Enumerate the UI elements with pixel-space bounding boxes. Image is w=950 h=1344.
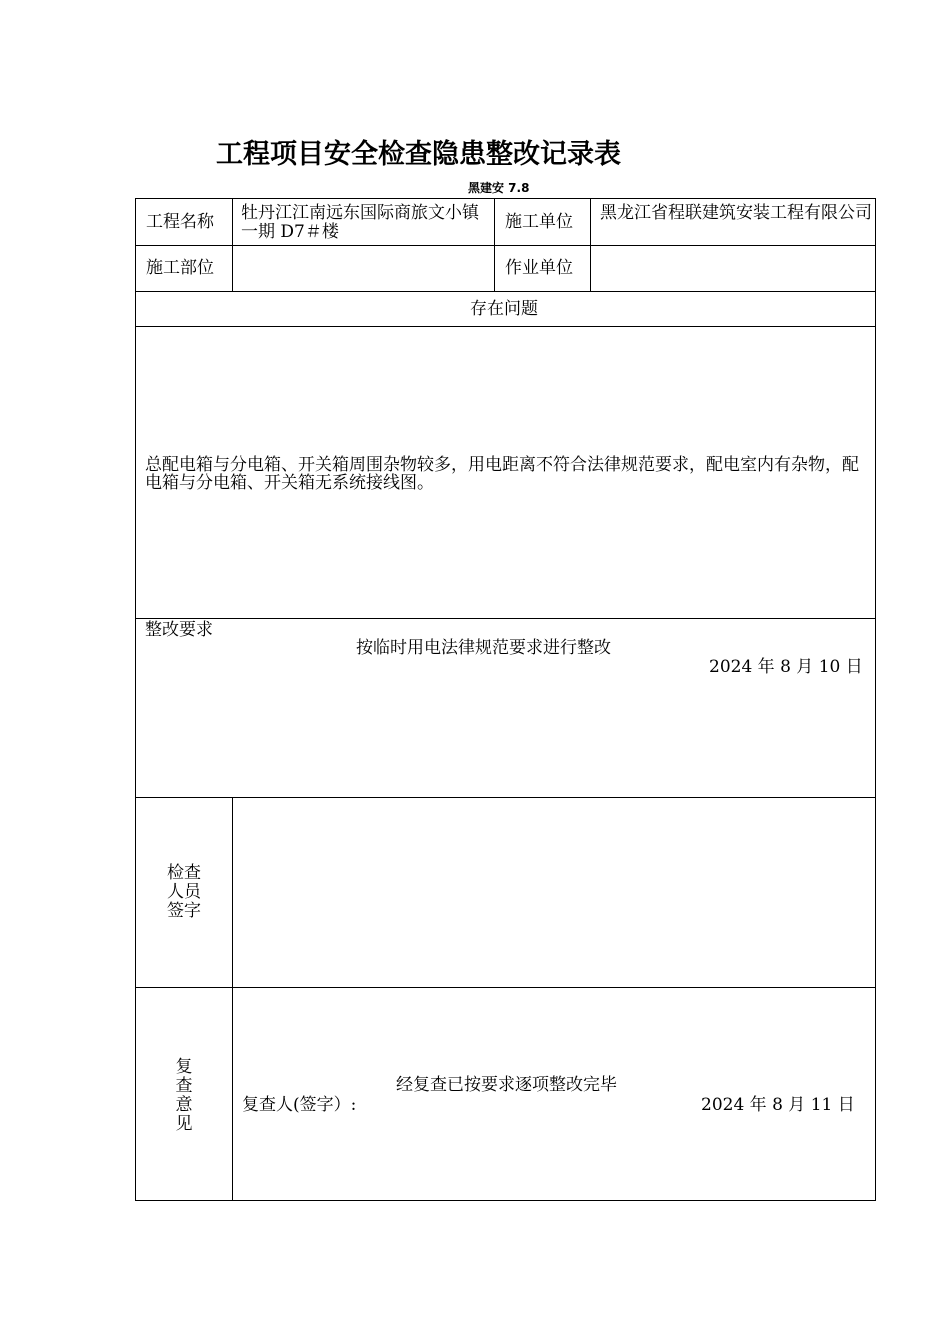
- inspector-label-line: 检查: [167, 863, 201, 883]
- form-number: 黑建安 7.8: [468, 181, 530, 195]
- issues-content: 总配电箱与分电箱、开关箱周围杂物较多，用电距离不符合法律规范要求，配电室内有杂物，配电箱与分电箱、开关箱无系统接线图。: [145, 455, 859, 493]
- review-date: 2024 年 8 月 11 日: [701, 1095, 855, 1115]
- reviewer-signature-label: 复查人(签字）:: [242, 1095, 357, 1115]
- page-title: 工程项目安全检查隐患整改记录表: [216, 139, 621, 170]
- rectification-label: 整改要求: [145, 620, 213, 640]
- review-content: 经复查已按要求逐项整改完毕: [396, 1075, 617, 1095]
- inspector-label-line: 签字: [167, 901, 201, 921]
- review-label-line: 见: [175, 1114, 193, 1134]
- rectification-content: 按临时用电法律规范要求进行整改: [356, 638, 611, 658]
- contractor-value: 黑龙江省程联建筑安装工程有限公司: [600, 203, 872, 223]
- inspector-signature-label: [164, 864, 204, 921]
- column-divider: [494, 198, 495, 291]
- row-divider: [135, 987, 876, 988]
- inspector-label-line: 人员: [167, 882, 201, 902]
- review-opinion-label: [164, 1058, 204, 1134]
- row-divider: [135, 797, 876, 798]
- project-name-value: 牡丹江江南远东国际商旅文小镇一期 D7＃楼: [241, 203, 479, 242]
- column-divider: [590, 198, 591, 291]
- row-divider: [135, 618, 876, 619]
- issues-header: 存在问题: [470, 299, 538, 319]
- contractor-label: 施工单位: [505, 212, 573, 232]
- construction-location-label: 施工部位: [146, 258, 214, 278]
- project-name-label: 工程名称: [146, 212, 214, 232]
- review-label-line: 意: [175, 1095, 193, 1115]
- row-divider: [135, 326, 876, 327]
- record-form-table: [135, 198, 876, 1201]
- column-divider: [232, 797, 233, 1201]
- work-unit-label: 作业单位: [505, 258, 573, 278]
- row-divider: [135, 245, 876, 246]
- review-label-line: 查: [175, 1076, 193, 1096]
- row-divider: [135, 291, 876, 292]
- column-divider: [232, 198, 233, 291]
- rectification-date: 2024 年 8 月 10 日: [709, 657, 863, 677]
- review-label-line: 复: [175, 1057, 193, 1077]
